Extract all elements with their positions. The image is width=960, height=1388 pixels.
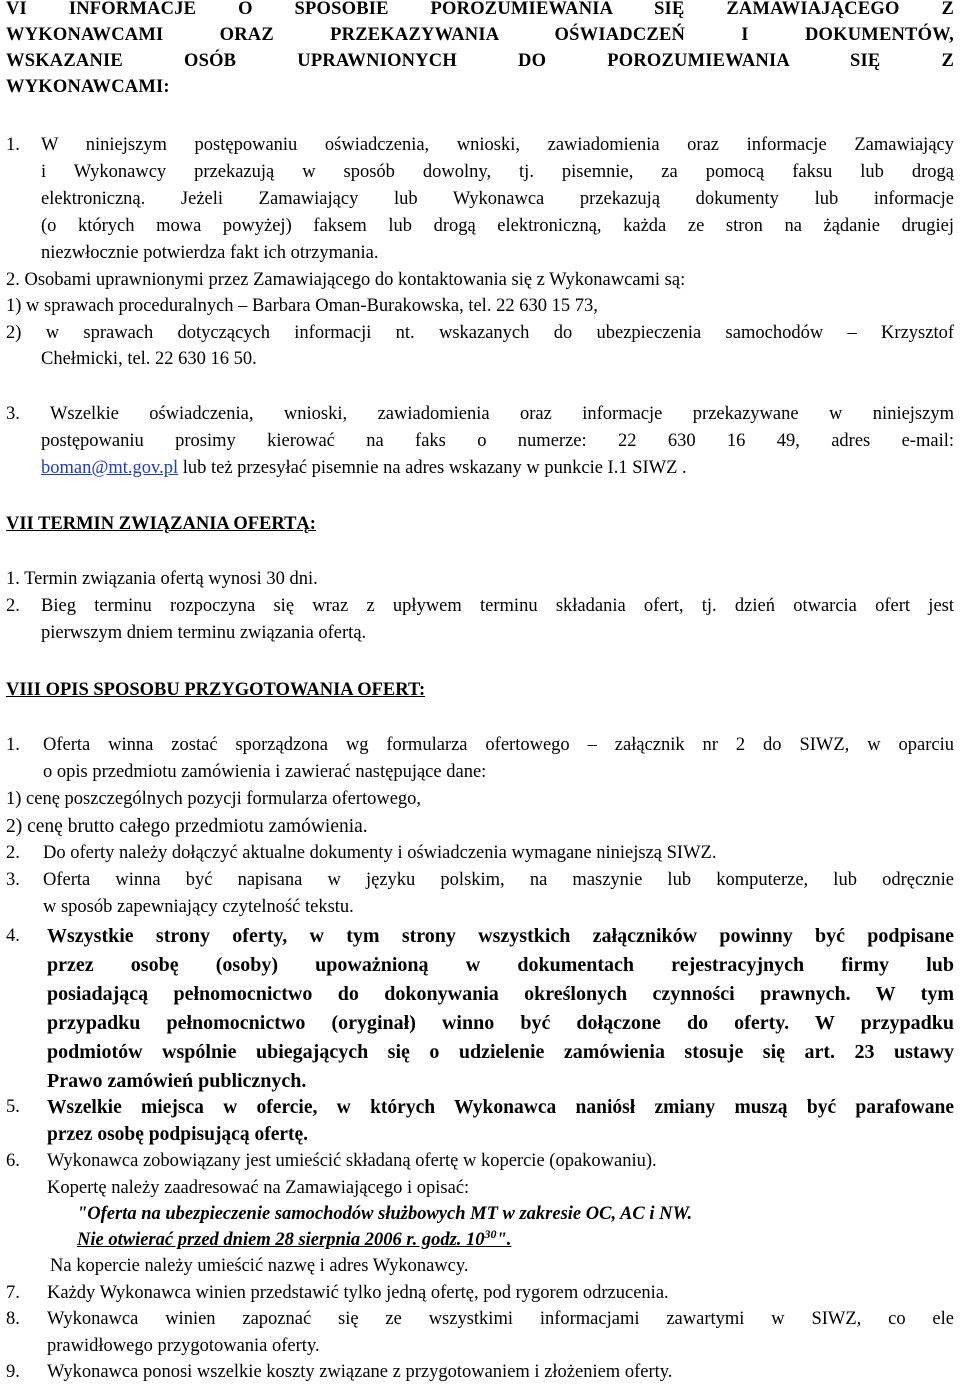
section-6-point-3-line-2: postępowaniu prosimy kierować na faks o numerze: 22 630 16 49, adres e-mail: <box>41 431 954 451</box>
closing-quote: ". <box>496 1230 512 1250</box>
point-number: 2. <box>6 596 20 616</box>
paragraph-line: przez osobę podpisującą ofertę. <box>47 1124 309 1145</box>
paragraph-line: Bieg terminu rozpoczyna się wraz z upływem terminu składania ofert, tj. dzień otwarcia ofert jest <box>41 596 954 616</box>
section-6-point-2: 2. Osobami uprawnionymi przez Zamawiającego do kontaktowania się z Wykonawcami są: <box>6 270 686 290</box>
paragraph-line: posiadającą pełnomocnictwo do dokonywania określonych czynności prawnych. W tym <box>47 983 954 1005</box>
paragraph-line: Wykonawca zobowiązany jest umieścić składaną ofertę w kopercie (opakowaniu). <box>47 1151 657 1171</box>
section-8-item-3 <box>6 867 954 923</box>
section-8-title: VIII OPIS SPOSOBU PRZYGOTOWANIA OFERT: <box>6 680 426 700</box>
item-number: 6. <box>6 1151 20 1171</box>
section-8-item-1-sub-2: 2) cenę brutto całego przedmiotu zamówienia. <box>6 816 368 837</box>
section-8-item-8 <box>6 1306 954 1362</box>
section-6-title-line-1: VI INFORMACJE O SPOSOBIE POROZUMIEWANIA SIĘ ZAMAWIAJĄCEGO Z <box>6 0 954 19</box>
envelope-label-line-2 <box>77 1227 957 1254</box>
paragraph-line: Wszystkie strony oferty, w tym strony wszystkich załączników powinny być podpisane <box>47 925 954 947</box>
paragraph-line: przypadku pełnomocnictwo (oryginał) winno być dołączone do oferty. W przypadku <box>47 1012 954 1034</box>
item-number: 1. <box>6 735 20 755</box>
envelope-opening-date <box>77 1226 512 1250</box>
point-3-tail-text: lub też przesyłać pisemnie na adres wskazany w punkcie I.1 SIWZ . <box>178 458 687 478</box>
section-8-item-1 <box>6 732 954 788</box>
paragraph-line: elektroniczną. Jeżeli Zamawiający lub Wykonawca przekazują dokumenty lub informacje <box>41 189 954 209</box>
paragraph-line: pierwszym dniem terminu związania ofertą. <box>41 623 367 643</box>
section-6-point-2-item-1: 1) w sprawach proceduralnych – Barbara Oman-Burakowska, tel. 22 630 15 73, <box>6 296 598 316</box>
section-6-title-line-4: WYKONAWCAMI: <box>6 77 170 97</box>
item-number: 5. <box>6 1097 20 1117</box>
section-6-title-line-2: WYKONAWCAMI ORAZ PRZEKAZYWANIA OŚWIADCZEŃ I DOKUMENTÓW, <box>6 25 954 45</box>
email-link[interactable]: boman@mt.gov.pl <box>41 458 179 478</box>
section-8-item-6-envelope-address: Na kopercie należy umieścić nazwę i adres Wykonawcy. <box>50 1256 469 1276</box>
paragraph-line: Prawo zamówień publicznych. <box>47 1070 307 1092</box>
paragraph-line: Wykonawca ponosi wszelkie koszty związane z przygotowaniem i złożeniem oferty. <box>47 1362 673 1382</box>
paragraph-line: Wykonawca winien zapoznać się ze wszystkimi informacjami zawartymi w SIWZ, co ele <box>47 1309 954 1329</box>
section-6-point-3: 3. Wszelkie oświadczenia, wnioski, zawiadomienia oraz informacje przekazywane w niniejszym <box>6 404 954 424</box>
item-number: 8. <box>6 1309 20 1329</box>
item-number: 9. <box>6 1362 20 1382</box>
paragraph-line: podmiotów wspólnie ubiegających się o udzielenie zamówienia stosuje się art. 23 ustawy <box>47 1041 954 1063</box>
paragraph-line: i Wykonawcy przekazują w sposób dowolny, tj. pisemnie, za pomocą faksu lub drogą <box>41 162 954 182</box>
section-6-point-3-line-3 <box>41 455 954 482</box>
section-6-title-line-3: WSKAZANIE OSÓB UPRAWNIONYCH DO POROZUMIEWANIA SIĘ Z <box>6 51 954 71</box>
paragraph-line: W niniejszym postępowaniu oświadczenia, wnioski, zawiadomienia oraz informacje Zamawiający <box>41 135 954 155</box>
envelope-label-line-1: "Oferta na ubezpieczenie samochodów służbowych MT w zakresie OC, AC i NW. <box>77 1204 693 1224</box>
paragraph-line: Oferta winna zostać sporządzona wg formularza ofertowego – załącznik nr 2 do SIWZ, w oparciu <box>43 735 954 755</box>
section-6-point-2-item-2-cont: Chełmicki, tel. 22 630 16 50. <box>41 349 257 369</box>
point-number: 1. <box>6 135 20 155</box>
section-8-item-1-sub-1: 1) cenę poszczególnych pozycji formularza ofertowego, <box>6 789 422 809</box>
section-6-point-2-item-2: 2) w sprawach dotyczących informacji nt. wskazanych do ubezpieczenia samochodów – Krzysztof <box>6 323 954 343</box>
item-number: 3. <box>6 870 20 890</box>
opening-time-minutes: 30 <box>484 1226 497 1241</box>
paragraph-line: o opis przedmiotu zamówienia i zawierać następujące dane: <box>43 762 487 782</box>
paragraph-line: w sposób zapewniający czytelność tekstu. <box>43 897 354 917</box>
item-number: 4. <box>6 926 20 946</box>
opening-date-text: Nie otwierać przed dniem 28 sierpnia 2006 r. godz. 10 <box>77 1230 485 1250</box>
section-7-point-2 <box>6 593 954 649</box>
paragraph-line: Każdy Wykonawca winien przedstawić tylko jedną ofertę, pod rygorem odrzucenia. <box>47 1283 669 1303</box>
paragraph-line: Oferta winna być napisana w języku polskim, na maszynie lub komputerze, lub odręcznie <box>43 870 954 890</box>
paragraph-line: (o których mowa powyżej) faksem lub drogą elektroniczną, każda ze stron na żądanie drugiej <box>41 216 954 236</box>
paragraph-line: Do oferty należy dołączyć aktualne dokumenty i oświadczenia wymagane niniejszą SIWZ. <box>43 843 717 863</box>
section-7-title: VII TERMIN ZWIĄZANIA OFERTĄ: <box>6 514 316 534</box>
section-8-item-5 <box>6 1094 954 1150</box>
item-number: 2. <box>6 843 20 863</box>
section-8-item-4 <box>6 922 954 1096</box>
item-number: 7. <box>6 1283 20 1303</box>
section-6-point-1 <box>6 132 954 272</box>
section-8-item-6-envelope-instruction: Kopertę należy zaadresować na Zamawiającego i opisać: <box>47 1178 470 1198</box>
paragraph-line: Wszelkie miejsca w ofercie, w których Wykonawca naniósł zmiany muszą być parafowane <box>47 1097 954 1118</box>
paragraph-line: niezwłocznie potwierdza fakt ich otrzymania. <box>41 243 379 263</box>
paragraph-line: prawidłowego przygotowania oferty. <box>47 1336 320 1356</box>
section-7-point-1: 1. Termin związania ofertą wynosi 30 dni. <box>6 569 318 589</box>
paragraph-line: przez osobę (osoby) upoważnioną w dokumentach rejestracyjnych firmy lub <box>47 954 954 976</box>
